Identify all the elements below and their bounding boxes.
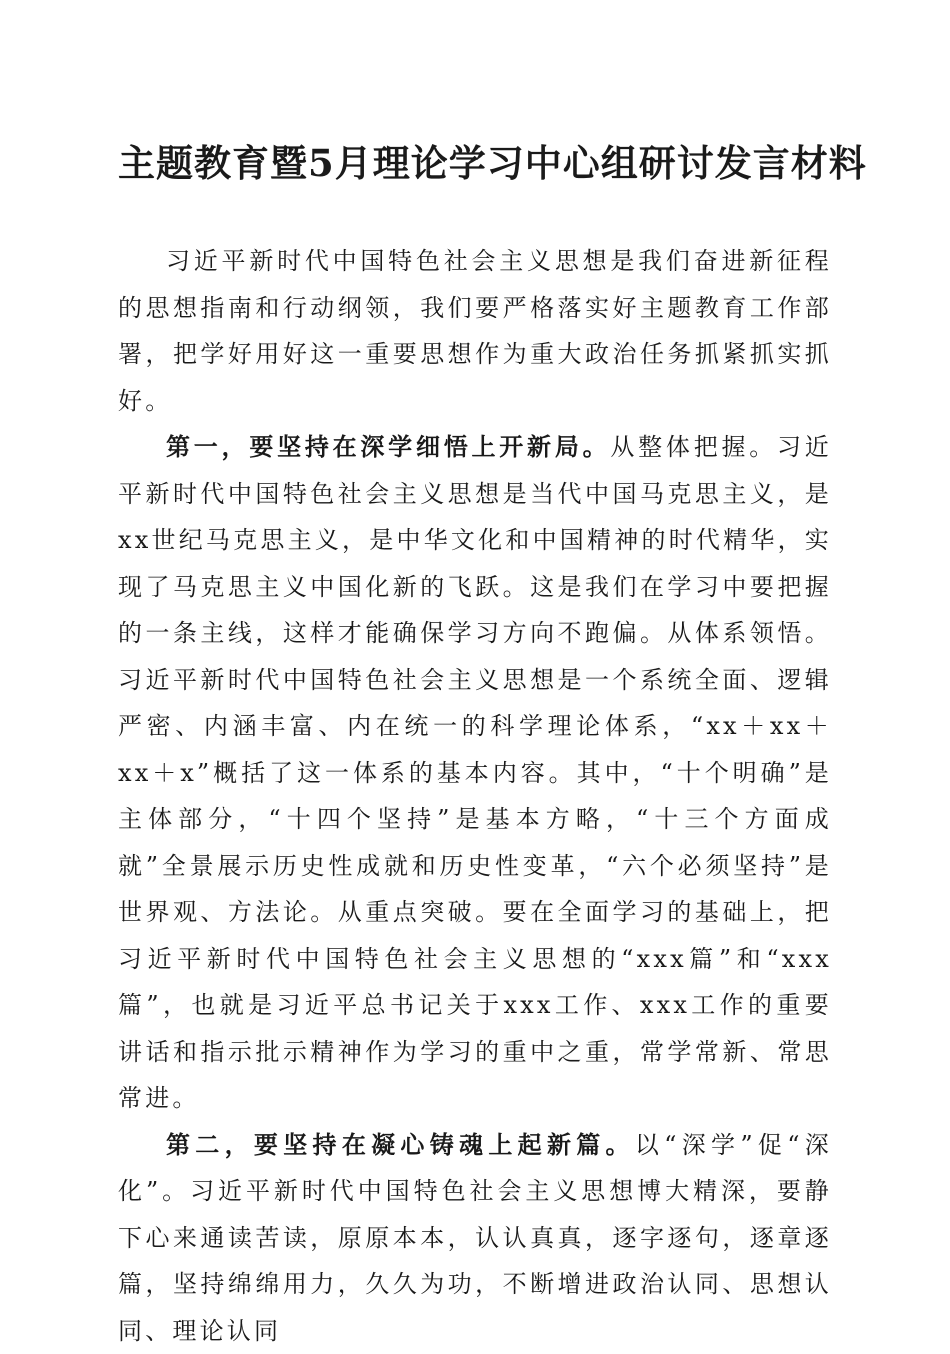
paragraph-second-point <box>118 1122 832 1354</box>
paragraph-text: 以“深学”促“深化”。习近平新时代中国特色社会主义思想博大精深，要静下心来通读苦读，原原本本，认认真真，逐字逐句，逐章逐篇，坚持绵绵用力，久久为功，不断增进政治认同、思想认同、理论认同 <box>118 1131 832 1345</box>
paragraph-text: 从整体把握。习近平新时代中国特色社会主义思想是当代中国马克思主义，是xx世纪马克思主义，是中华文化和中国精神的时代精华，实现了马克思主义中国化新的飞跃。这是我们在学习中要把握的一条主线，这样才能确保学习方向不跑偏。从体系领悟。习近平新时代中国特色社会主义思想是一个系统全面、逻辑严密、内涵丰富、内在统一的科学理论体系，“xx＋xx＋xx＋x”概括了这一体系的基本内容。其中，“十个明确”是主体部分，“十四个坚持”是基本方略，“十三个方面成就”全景展示历史性成就和历史性变革，“六个必须坚持”是世界观、方法论。从重点突破。要在全面学习的基础上，把习近平新时代中国特色社会主义思想的“xxx篇”和“xxx篇”，也就是习近平总书记关于xxx工作、xxx工作的重要讲话和指示批示精神作为学习的重中之重，常学常新、常思常进。 <box>118 433 832 1112</box>
paragraph-lead: 第一，要坚持在深学细悟上开新局。 <box>166 432 610 461</box>
paragraph-text: 习近平新时代中国特色社会主义思想是我们奋进新征程的思想指南和行动纲领，我们要严格落实好主题教育工作部署，把学好用好这一重要思想作为重大政治任务抓紧抓实抓好。 <box>118 247 832 415</box>
document-body <box>118 238 832 1354</box>
document-title: 主题教育暨5月理论学习中心组研讨发言材料 <box>118 138 832 188</box>
paragraph-lead: 第二，要坚持在凝心铸魂上起新篇。 <box>166 1130 635 1159</box>
paragraph-first-point <box>118 424 832 1122</box>
paragraph-intro <box>118 238 832 424</box>
